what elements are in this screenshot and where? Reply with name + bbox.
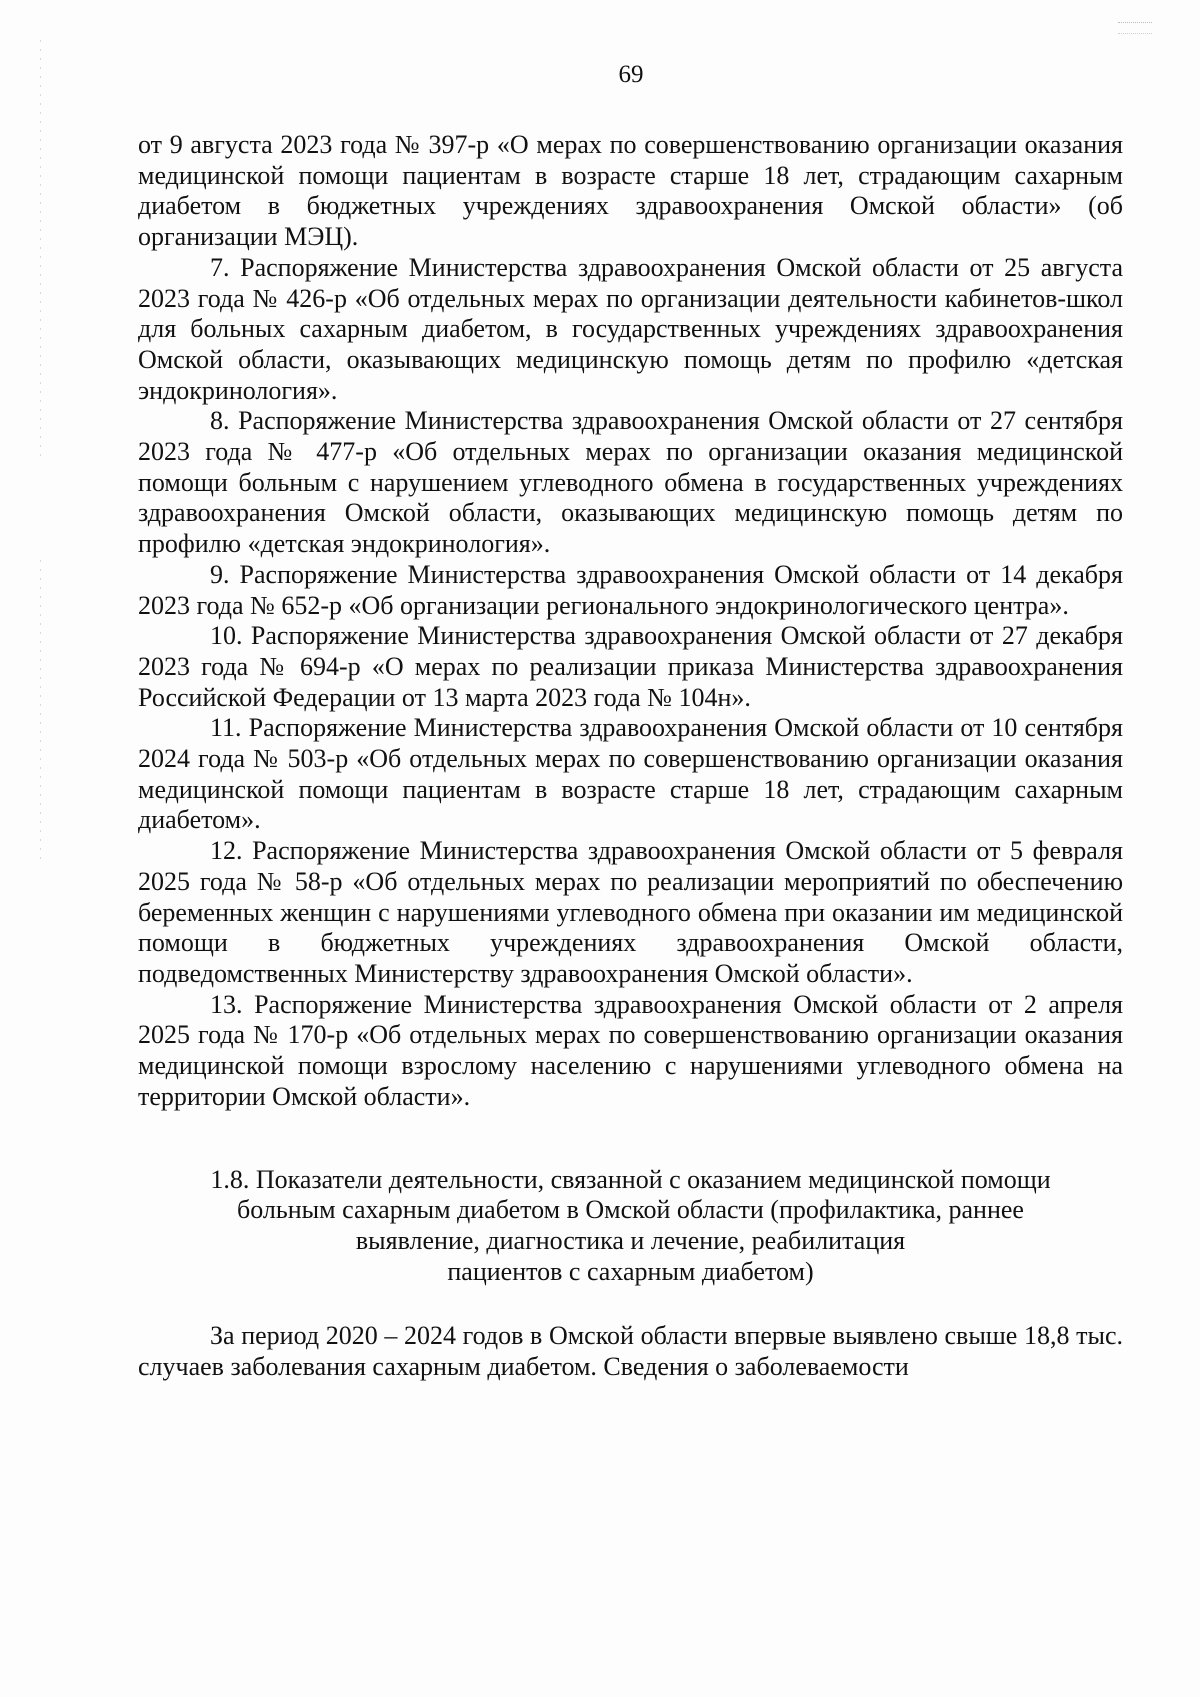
section-intro-paragraph: За период 2020 – 2024 годов в Омской области впервые выявлено свыше 18,8 тыс. случаев заболевания сахарным диабетом. Сведения о заболеваемости <box>138 1321 1123 1382</box>
document-body <box>138 130 1123 1383</box>
list-item-7: 7. Распоряжение Министерства здравоохранения Омской области от 25 августа 2023 года № 426-р «Об отдельных мерах по организации деятельности кабинетов-школ для больных сахарным диабетом, в государственных учреждениях здравоохранения Омской области, оказывающих медицинскую помощь детям по профилю «детская эндокринология». <box>138 252 1123 405</box>
section-heading-line: 1.8. Показатели деятельности, связанной с оказанием медицинской помощи <box>210 1164 1051 1194</box>
scan-artifact <box>1118 22 1152 34</box>
list-item-9: 9. Распоряжение Министерства здравоохранения Омской области от 14 декабря 2023 года № 652-р «Об организации регионального эндокринологического центра». <box>138 559 1123 620</box>
list-item-10: 10. Распоряжение Министерства здравоохранения Омской области от 27 декабря 2023 года № 694-р «О мерах по реализации приказа Министерства здравоохранения Российской Федерации от 13 марта 2023 года № 104н». <box>138 621 1123 712</box>
page-number: 69 <box>618 61 644 88</box>
section-heading-line: выявление, диагностика и лечение, реабилитация <box>355 1225 906 1255</box>
section-heading <box>138 1165 1123 1288</box>
section-heading-line: больным сахарным диабетом в Омской области (профилактика, раннее <box>237 1195 1024 1225</box>
scan-margin-line <box>40 560 41 860</box>
section-heading-line: пациентов с сахарным диабетом) <box>447 1256 814 1286</box>
list-item-12: 12. Распоряжение Министерства здравоохранения Омской области от 5 февраля 2025 года № 58-р «Об отдельных мерах по реализации мероприятий по обеспечению беременных женщин с нарушениями углеводного обмена при оказании им медицинской помощи в бюджетных учреждениях здравоохранения Омской области, подведомственных Министерству здравоохранения Омской области». <box>138 836 1123 988</box>
paragraph-continuation: от 9 августа 2023 года № 397-р «О мерах по совершенствованию организации оказания медицинской помощи пациентам в возрасте старше 18 лет, страдающим сахарным диабетом в бюджетных учреждениях здравоохранения Омской области» (об организации МЭЦ). <box>138 130 1123 252</box>
list-item-8: 8. Распоряжение Министерства здравоохранения Омской области от 27 сентября 2023 года № 477-р «Об отдельных мерах по организации оказания медицинской помощи больным с нарушением углеводного обмена в государственных учреждениях здравоохранения Омской области, оказывающих медицинскую помощь детям по профилю «детская эндокринология». <box>138 406 1123 559</box>
scan-margin-line <box>40 40 41 460</box>
list-item-13: 13. Распоряжение Министерства здравоохранения Омской области от 2 апреля 2025 года № 170-р «Об отдельных мерах по совершенствованию организации оказания медицинской помощи взрослому населению с нарушениями углеводного обмена на территории Омской области». <box>138 989 1123 1111</box>
list-item-11: 11. Распоряжение Министерства здравоохранения Омской области от 10 сентября 2024 года № 503-р «Об отдельных мерах по совершенствованию организации оказания медицинской помощи пациентам в возрасте старше 18 лет, страдающим сахарным диабетом». <box>138 713 1123 835</box>
